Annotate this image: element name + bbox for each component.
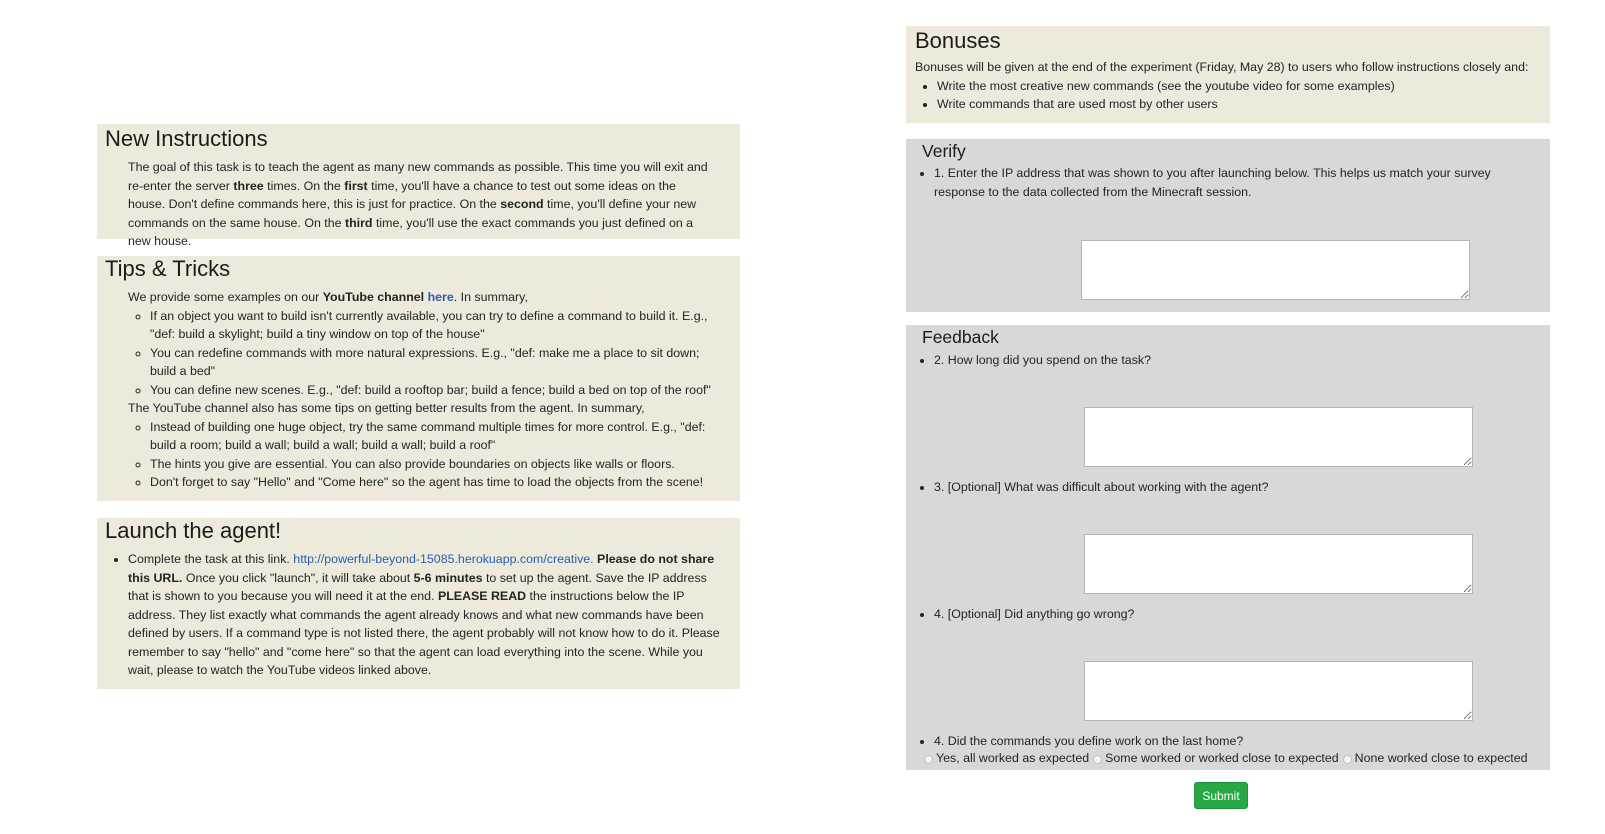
option-yes[interactable] xyxy=(924,751,1089,765)
question-3-label: • 3. [Optional] What was difficult about working with the agent? xyxy=(934,478,1269,497)
submit-button[interactable]: Submit xyxy=(1194,782,1248,809)
verify-title: Verify xyxy=(922,141,966,161)
launch-list xyxy=(106,550,722,680)
option-none[interactable] xyxy=(1343,751,1528,765)
list-item: ◦ Don't forget to say "Hello" and "Come here" so the agent has time to load the objects from the scene! xyxy=(150,473,722,492)
new-instructions-panel xyxy=(97,124,740,248)
list-item: ◦ The hints you give are essential. You can also provide boundaries on objects like walls or floors. xyxy=(150,455,722,474)
bold-third: third xyxy=(344,215,373,230)
list-item: ◦ You can define new scenes. E.g., "def: build a rooftop bar; build a fence; build a bed on top of the roof" xyxy=(150,381,722,400)
question-4-label: • 4. [Optional] Did anything go wrong? xyxy=(934,605,1134,624)
time-spent-input[interactable] xyxy=(1084,407,1473,467)
verify-question: • 1. Enter the IP address that was shown to you after launching below. This helps us match your survey response to the data collected from the Minecraft session. xyxy=(934,164,1534,201)
bold-three: three xyxy=(233,178,264,193)
bold-second: second xyxy=(500,197,544,211)
task-link[interactable]: http://powerful-beyond-15085.herokuapp.com/creative. xyxy=(293,552,594,566)
tips-title: Tips & Tricks xyxy=(105,256,231,281)
youtube-here-link[interactable]: here xyxy=(427,290,454,304)
option-some[interactable] xyxy=(1093,751,1338,765)
bonuses-intro: Bonuses will be given at the end of the experiment (Friday, May 28) to users who follow instructions closely and: xyxy=(915,60,1529,74)
question-5-label: • 4. Did the commands you define work on the last home? xyxy=(934,732,1243,751)
do-not-share-text: Please do not share this URL. xyxy=(128,552,715,585)
text-segment: We provide some examples on our xyxy=(128,290,323,304)
bold-first: first xyxy=(344,178,368,193)
please-read-text: PLEASE READ xyxy=(437,589,527,603)
text-segment: times. On the xyxy=(263,178,345,193)
text-segment: time, you'll have a chance to test out some ideas on the house. Don't define commands here, this is just for practice. On the xyxy=(128,178,676,211)
text-segment: Once you click "launch", it will take about xyxy=(182,570,414,585)
launch-panel xyxy=(97,518,740,689)
list-item: ◦ If an object you want to build isn't currently available, you can try to define a command to build it. E.g., "def: build a skylight; build a tiny window on top of the house" xyxy=(150,307,722,344)
question-2-label: • 2. How long did you spend on the task? xyxy=(934,351,1151,370)
radio-button-icon[interactable] xyxy=(1093,755,1102,764)
text-segment: Complete the task at this link. xyxy=(128,552,294,566)
text-segment: . In summary, xyxy=(453,290,528,304)
radio-button-icon[interactable] xyxy=(1343,755,1352,764)
question-4 xyxy=(934,605,1134,624)
bonuses-panel xyxy=(906,26,1550,123)
text-segment: time, you'll define your new commands on the same house. On the xyxy=(128,197,697,230)
tips-intro xyxy=(128,288,722,307)
what-went-wrong-input[interactable] xyxy=(1084,661,1473,721)
feedback-title: Feedback xyxy=(922,327,999,347)
text-segment: The goal of this task is to teach the agent as many new commands as possible. This time you will exit and re-enter the server xyxy=(128,160,708,193)
text-segment: to set up the agent. Save the IP address that is shown to you because you will need it at the end. xyxy=(128,570,707,603)
list-item: ◦ You can redefine commands with more natural expressions. E.g., "def: make me a place to sit down; build a bed" xyxy=(150,344,722,381)
new-instructions-title: New Instructions xyxy=(105,126,268,151)
text-segment: time, you'll use the exact commands you just defined on a new house. xyxy=(128,215,694,248)
radio-button-icon[interactable] xyxy=(924,755,933,764)
launch-item xyxy=(128,550,722,680)
launch-title: Launch the agent! xyxy=(105,518,282,543)
youtube-channel-text: YouTube channel xyxy=(322,290,425,304)
question-5 xyxy=(934,732,1243,751)
new-instructions-text xyxy=(128,158,716,251)
question-2 xyxy=(934,351,1151,370)
tips-list-1 xyxy=(128,307,722,400)
tips-panel xyxy=(97,256,740,501)
tips-body xyxy=(128,288,722,492)
option-yes-label: Yes, all worked as expected xyxy=(936,751,1090,765)
tips-list-2 xyxy=(128,418,722,492)
text-segment: the instructions below the IP address. They list exactly what commands the agent already knows and what new commands have been defined by users. If a command type is not listed there, the agent probably will not know how to do it. Please remember to say "hello" and "come here" so that the agent can load everything into the scene. While you wait, please to watch the YouTube videos linked above. xyxy=(128,589,720,677)
bonuses-title: Bonuses xyxy=(915,28,1001,53)
list-item: • Write the most creative new commands (see the youtube video for some examples) xyxy=(937,77,1541,96)
bonuses-list xyxy=(915,77,1541,114)
verify-list xyxy=(922,164,1534,201)
ip-address-input[interactable] xyxy=(1081,240,1470,300)
option-none-label: None worked close to expected xyxy=(1354,751,1528,765)
list-item: • Write commands that are used most by other users xyxy=(937,95,1541,114)
work-options xyxy=(924,751,1532,765)
difficulty-input[interactable] xyxy=(1084,534,1473,594)
minutes-text: 5-6 minutes xyxy=(413,570,483,585)
list-item: ◦ Instead of building one huge object, try the same command multiple times for more control. E.g., "def: build a room; build a wall; build a wall; build a wall; build a roof" xyxy=(150,418,722,455)
tips-middle: The YouTube channel also has some tips on getting better results from the agent. In summary, xyxy=(128,401,645,415)
option-some-label: Some worked or worked close to expected xyxy=(1105,751,1339,765)
question-3 xyxy=(934,478,1269,497)
